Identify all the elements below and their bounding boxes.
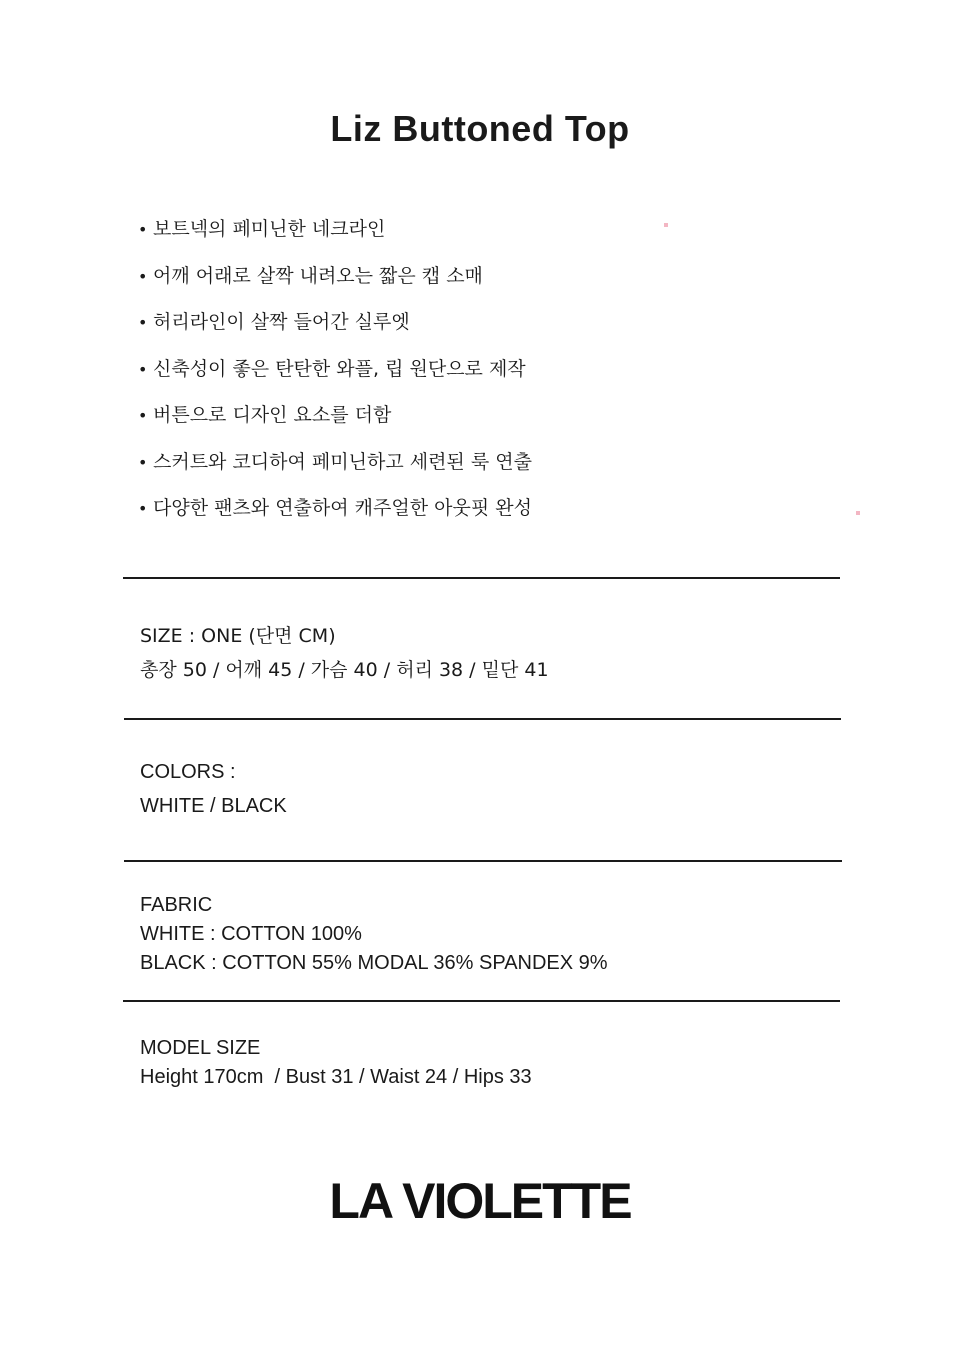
feature-text: 신축성이 좋은 탄탄한 와플, 립 원단으로 제작 [153,357,526,380]
fabric-black: BLACK : COTTON 55% MODAL 36% SPANDEX 9% [140,952,608,974]
bullet-icon: • [138,359,148,379]
colors-section [140,759,287,819]
fabric-heading: FABRIC [140,894,213,916]
size-values: 총장 50 / 어깨 45 / 가슴 40 / 허리 38 / 밑단 41 [140,659,549,681]
feature-item [138,447,532,494]
feature-text: 어깨 어래로 살짝 내려오는 짧은 캡 소매 [153,264,483,287]
feature-item [138,493,532,540]
fabric-white: WHITE : COTTON 100% [140,923,362,945]
size-heading: SIZE : ONE (단면 CM) [140,625,336,647]
feature-text: 보트넥의 페미닌한 네크라인 [153,218,386,240]
colors-heading: COLORS : [140,761,236,783]
feature-item [138,400,532,447]
size-section [140,623,549,683]
feature-list [138,214,532,540]
bullet-icon: • [138,499,148,518]
divider [123,1000,840,1002]
feature-text: 다양한 팬츠와 연출하여 캐주얼한 아웃핏 완성 [153,497,532,519]
model-heading: MODEL SIZE [140,1037,261,1059]
feature-text: 스커트와 코디하여 페미닌하고 세련된 룩 연출 [153,450,532,473]
model-section [140,1034,532,1092]
model-values: Height 170cm / Bust 31 / Waist 24 / Hips 33 [140,1066,532,1088]
decorative-speck [664,223,668,227]
feature-item [138,214,532,261]
product-title: Liz Buttoned Top [330,108,630,149]
divider [123,577,840,579]
divider [124,718,841,720]
colors-values: WHITE / BLACK [140,795,287,817]
decorative-speck [856,511,860,515]
bullet-icon: • [138,313,148,332]
brand-logo: LA VIOLETTE [329,1173,631,1229]
feature-text: 버튼으로 디자인 요소를 더함 [153,404,392,426]
divider [124,860,842,862]
bullet-icon: • [138,452,148,472]
feature-item [138,261,532,308]
feature-item [138,354,532,401]
feature-item [138,307,532,354]
bullet-icon: • [138,406,148,425]
bullet-icon: • [138,266,148,286]
fabric-section [140,891,608,978]
bullet-icon: • [138,220,148,239]
feature-text: 허리라인이 살짝 들어간 실루엣 [153,311,410,333]
